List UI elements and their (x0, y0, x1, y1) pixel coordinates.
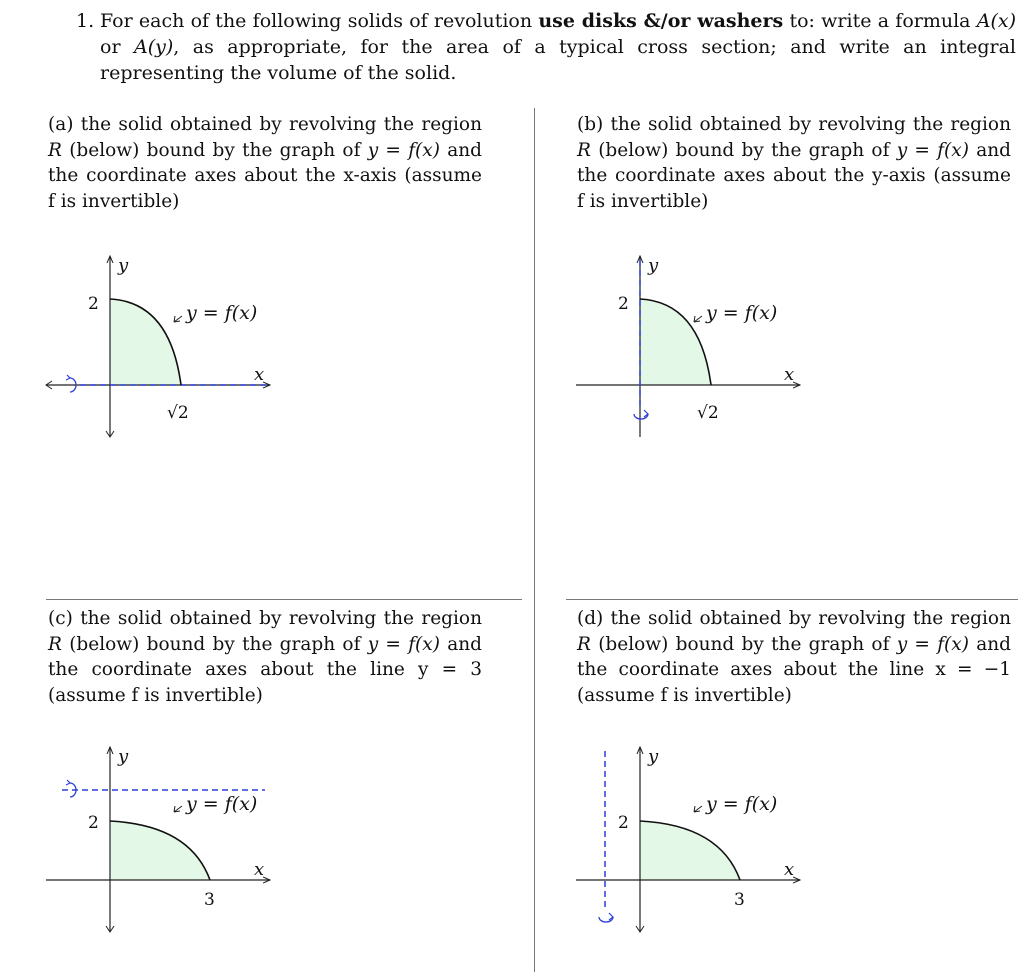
y-tick-label: 2 (88, 294, 99, 314)
part-text: the solid obtained by revolving the region (73, 114, 482, 135)
part-label: (a) (48, 114, 74, 135)
part-d-text (577, 606, 1011, 708)
part-b-text (577, 112, 1011, 214)
part-text: and the coordinate axes about the y-axis (assume f is invertible) (577, 139, 1012, 212)
problem-text (100, 8, 1016, 86)
y-axis-label: y (118, 746, 129, 767)
part-text: and the coordinate axes about the line y = 3 (assume f is invertible) (48, 633, 483, 706)
horizontal-divider-right (566, 599, 1018, 600)
curve-label: y = f(x) (706, 793, 778, 815)
x-axis-label: x (784, 859, 795, 880)
x-tick-label: 3 (204, 890, 215, 910)
part-c-text (48, 606, 482, 708)
part-text: the solid obtained by revolving the region (603, 114, 1011, 135)
x-tick-label: 3 (734, 890, 745, 910)
or-word: or (100, 36, 134, 58)
x-axis-label: x (254, 859, 265, 880)
equation: y = f(x) (367, 633, 440, 655)
intro-text-end: , as appropriate, for the area of a typical cross section; and write an integral representing the volume of the solid. (100, 36, 1016, 84)
curve-label: y = f(x) (706, 302, 778, 324)
part-label: (b) (577, 114, 604, 135)
part-text: (below) bound by the graph of (61, 633, 368, 655)
region-name: R (48, 139, 62, 161)
part-label: (c) (48, 608, 73, 629)
equation: y = f(x) (367, 139, 440, 161)
rotation-arrowhead-icon (66, 375, 70, 380)
y-tick-label: 2 (618, 813, 629, 833)
problem-number: 1. (76, 10, 95, 32)
curve-label: y = f(x) (186, 793, 258, 815)
y-tick-label: 2 (88, 813, 99, 833)
part-a-text (48, 112, 482, 214)
graph-b (570, 250, 810, 445)
part-text: (below) bound by the graph of (590, 633, 897, 655)
area-formula-x: A(x) (976, 10, 1016, 32)
x-tick-label: √2 (167, 403, 189, 423)
rotation-arrow-icon (599, 917, 613, 922)
y-axis-label: y (118, 255, 129, 276)
graph-a (40, 250, 280, 445)
part-text: the solid obtained by revolving the region (72, 608, 482, 629)
part-text: and the coordinate axes about the line x = −1 (assume f is invertible) (577, 633, 1012, 706)
rotation-arrow-icon (634, 414, 648, 419)
graph-c (40, 743, 280, 938)
area-formula-y: A(y) (133, 36, 174, 58)
y-axis-label: y (648, 255, 659, 276)
curve-label: y = f(x) (186, 302, 258, 324)
part-text: (below) bound by the graph of (590, 139, 897, 161)
part-text: the solid obtained by revolving the region (603, 608, 1011, 629)
equation: y = f(x) (896, 139, 969, 161)
region-name: R (577, 633, 591, 655)
pointer-arrow-icon (694, 316, 702, 322)
x-axis-label: x (784, 364, 795, 385)
intro-text-2: to: write a formula (783, 10, 977, 32)
intro-text: For each of the following solids of revolution (100, 10, 539, 32)
region-name: R (577, 139, 591, 161)
bold-instruction: use disks &/or washers (538, 10, 784, 32)
rotation-arrowhead-icon (66, 780, 70, 785)
pointer-arrow-icon (694, 806, 702, 812)
part-text: (below) bound by the graph of (61, 139, 368, 161)
equation: y = f(x) (896, 633, 969, 655)
horizontal-divider-left (46, 599, 522, 600)
region-name: R (48, 633, 62, 655)
y-axis-label: y (648, 746, 659, 767)
x-tick-label: √2 (697, 403, 719, 423)
pointer-arrow-icon (174, 316, 182, 322)
graph-d (570, 743, 810, 938)
part-label: (d) (577, 608, 604, 629)
y-tick-label: 2 (618, 294, 629, 314)
x-axis-label: x (254, 364, 265, 385)
problem-statement (76, 8, 1016, 86)
pointer-arrow-icon (174, 806, 182, 812)
part-text: and the coordinate axes about the x-axis (assume f is invertible) (48, 139, 483, 212)
vertical-divider (534, 108, 535, 972)
